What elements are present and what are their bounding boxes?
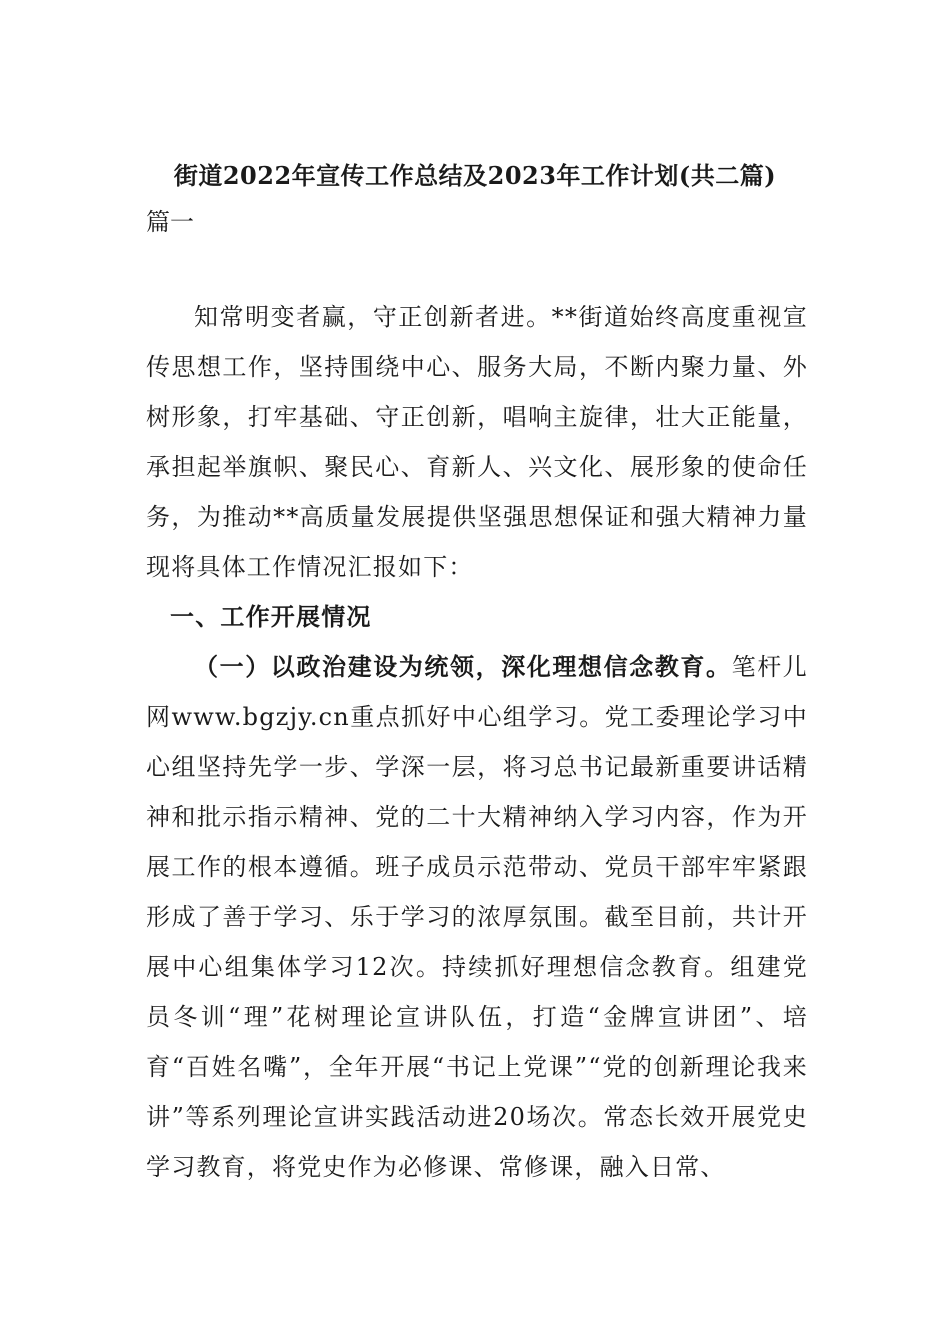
subsection-paragraph (146, 642, 808, 1192)
document-title: 街道2022年宣传工作总结及2023年工作计划(共二篇) (173, 161, 777, 190)
subsection-heading: （一）以政治建设为统领，深化理想信念教育。 (194, 652, 732, 681)
section-heading: 一、工作开展情况 (170, 602, 372, 631)
subsection-body: 笔杆儿网www.bgzjy.cn重点抓好中心组学习。党工委理论学习中心组坚持先学一步、学深一层，将习总书记最新重要讲话精神和批示指示精神、党的二十大精神纳入学习内容，作为开展工作的根本遵循。班子成员示范带动、党员干部牢牢紧跟形成了善于学习、乐于学习的浓厚氛围。截至目前，共计开展中心组集体学习12次。持续抓好理想信念教育。组建党员冬训“理”花树理论宣讲队伍，打造“金牌宣讲团”、培育“百姓名嘴”，全年开展“书记上党课”“党的创新理论我来讲”等系列理论宣讲实践活动进20场次。常态长效开展党史学习教育，将党史作为必修课、常修课，融入日常、 (146, 653, 808, 1181)
intro-paragraph: 知常明变者赢，守正创新者进。**街道始终高度重视宣传思想工作，坚持围绕中心、服务大局，不断内聚力量、外树形象，打牢基础、守正创新，唱响主旋律，壮大正能量，承担起举旗帜、聚民心、育新人、兴文化、展形象的使命任务，为推动**高质量发展提供坚强思想保证和强大精神力量现将具体工作情况汇报如下： (146, 303, 808, 581)
section-label: 篇一 (146, 208, 194, 236)
document-body (146, 292, 808, 1192)
